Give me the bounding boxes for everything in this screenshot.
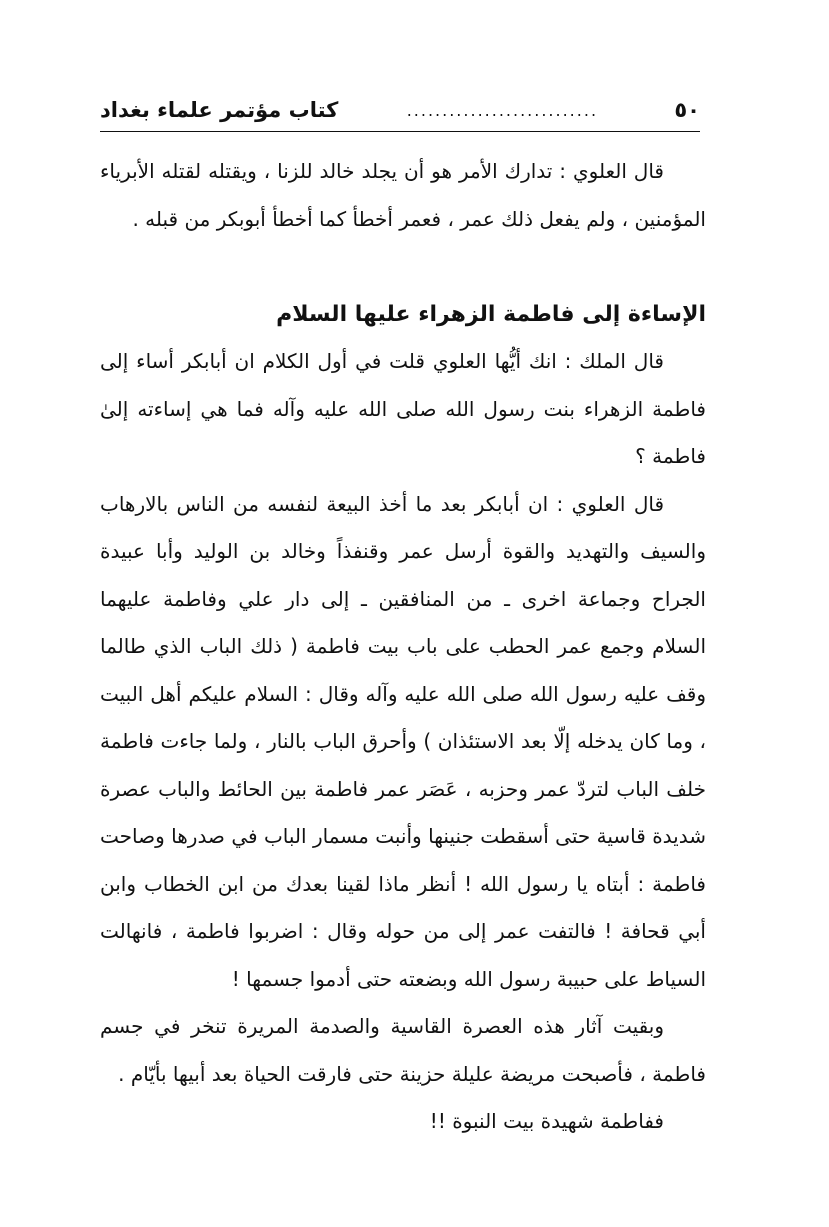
section-heading: الإساءة إلى فاطمة الزهراء عليها السلام (276, 302, 706, 327)
paragraph: وبقيت آثار هذه العصرة القاسية والصدمة المريرة تنخر في جسم فاطمة ، فأصبحت مريضة عليلة حزينة حتى فارقت الحياة بعد أبيها بأيّام . (100, 1014, 706, 1086)
page-header (100, 92, 700, 128)
header-leader-dots: ........................... (406, 100, 599, 120)
book-title: كتاب مؤتمر علماء بغداد (100, 98, 339, 122)
paragraph: قال الملك : انك أيُّها العلوي قلت في أول الكلام ان أبابكر أساء إلى فاطمة الزهراء بنت رسول الله صلى الله عليه وآله فما هي إساءته إلىٰ فاطمة ؟ (100, 349, 706, 468)
header-divider (100, 131, 700, 132)
closing-line: ففاطمة شهيدة بيت النبوة !! (429, 1109, 664, 1133)
paragraph: قال العلوي : تدارك الأمر هو أن يجلد خالد للزنا ، ويقتله لقتله الأبرياء المؤمنين ، ولم يفعل ذلك عمر ، فعمر أخطأ كما أخطأ أبوبكر من قبله . (100, 159, 706, 231)
page-body (100, 148, 706, 1146)
page-number: ٥٠ (674, 98, 700, 122)
paragraph: قال العلوي : ان أبابكر بعد ما أخذ البيعة لنفسه من الناس بالارهاب والسيف والتهديد والقوة أرسل عمر وقنفذاً وخالد بن الوليد وأبا عبيدة الجراح وجماعة اخرى ـ من المنافقين ـ إلى دار علي وفاطمة عليهما السلام وجمع عمر الحطب على باب بيت فاطمة ( ذلك الباب الذي طالما وقف عليه رسول الله صلى الله عليه وآله وقال : السلام عليكم أهل البيت ، وما كان يدخله إلّا بعد الاستئذان ) وأحرق الباب بالنار ، ولما جاءت فاطمة خلف الباب لتردّ عمر وحزبه ، عَصَر عمر فاطمة بين الحائط والباب عصرة شديدة قاسية حتى أسقطت جنينها وأنبت مسمار الباب في صدرها وصاحت فاطمة : أبتاه يا رسول الله ! أنظر ماذا لقينا بعدك من ابن الخطاب وابن أبي قحافة ! فالتفت عمر إلى من حوله وقال : اضربوا فاطمة ، فانهالت السياط على حبيبة رسول الله وبضعته حتى أدموا جسمها ! (100, 491, 706, 991)
